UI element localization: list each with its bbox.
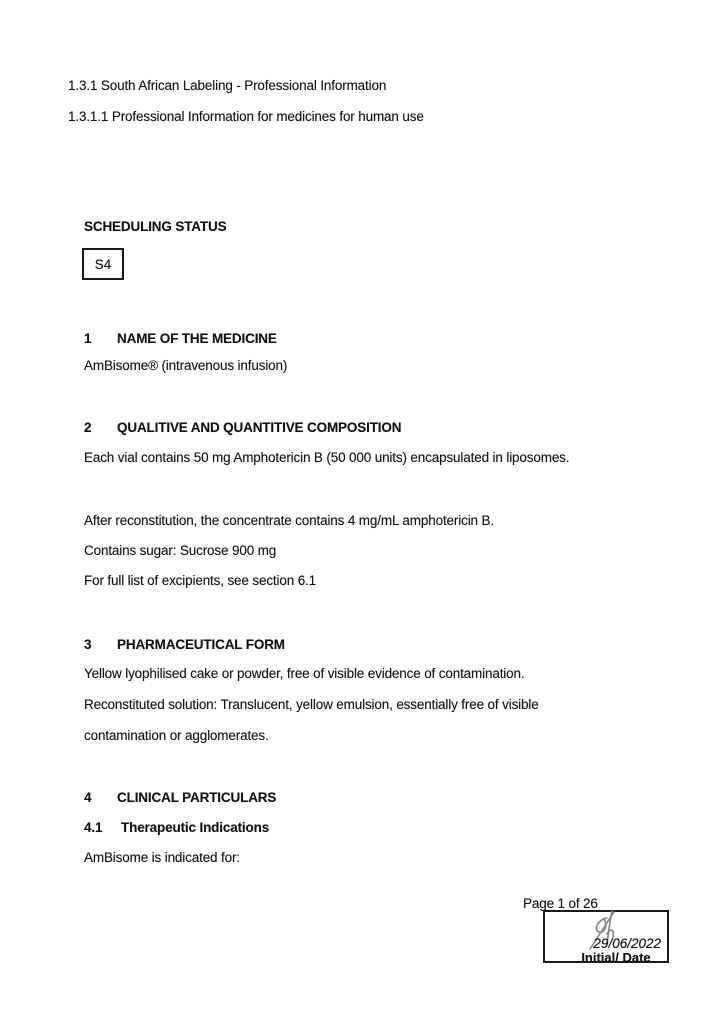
body-text: For full list of excipients, see section 6.1 (84, 573, 317, 588)
section-title: CLINICAL PARTICULARS (117, 790, 277, 805)
body-text: AmBisome® (intravenous infusion) (84, 358, 288, 373)
subsection-title: Therapeutic Indications (121, 820, 270, 835)
section-number: 3 (84, 637, 92, 652)
body-text: Yellow lyophilised cake or powder, free of visible evidence of contamination. (84, 666, 525, 681)
section-number: 4 (84, 790, 92, 805)
section-number: 2 (84, 420, 92, 435)
body-text: Contains sugar: Sucrose 900 mg (84, 543, 277, 558)
doc-header-line-2: 1.3.1.1 Professional Information for medicines for human use (68, 109, 424, 124)
stamp-date: 29/06/2022 (593, 936, 661, 951)
section-4-1-heading (84, 819, 269, 836)
section-3-heading (84, 636, 285, 653)
section-2-heading (84, 419, 401, 436)
schedule-code-box (82, 248, 124, 280)
section-title: QUALITIVE AND QUANTITIVE COMPOSITION (117, 420, 402, 435)
subsection-number: 4.1 (84, 820, 103, 835)
section-1-heading (84, 330, 277, 347)
body-text: After reconstitution, the concentrate contains 4 mg/mL amphotericin B. (84, 513, 494, 528)
scheduling-status-heading: SCHEDULING STATUS (84, 219, 227, 234)
stamp-label: Initial/ Date (581, 950, 651, 965)
schedule-code: S4 (94, 256, 112, 272)
body-text: AmBisome is indicated for: (84, 850, 240, 865)
section-title: PHARMACEUTICAL FORM (117, 637, 285, 652)
initial-date-stamp-box (543, 910, 669, 963)
doc-header-line-1: 1.3.1 South African Labeling - Professional Information (68, 78, 387, 93)
section-title: NAME OF THE MEDICINE (117, 331, 277, 346)
body-text: Reconstituted solution: Translucent, yellow emulsion, essentially free of visible (84, 697, 539, 712)
section-4-heading (84, 789, 276, 806)
section-number: 1 (84, 331, 92, 346)
body-text: contamination or agglomerates. (84, 728, 269, 743)
body-text: Each vial contains 50 mg Amphotericin B (50 000 units) encapsulated in liposomes. (84, 450, 570, 465)
page-number: Page 1 of 26 (523, 896, 598, 911)
